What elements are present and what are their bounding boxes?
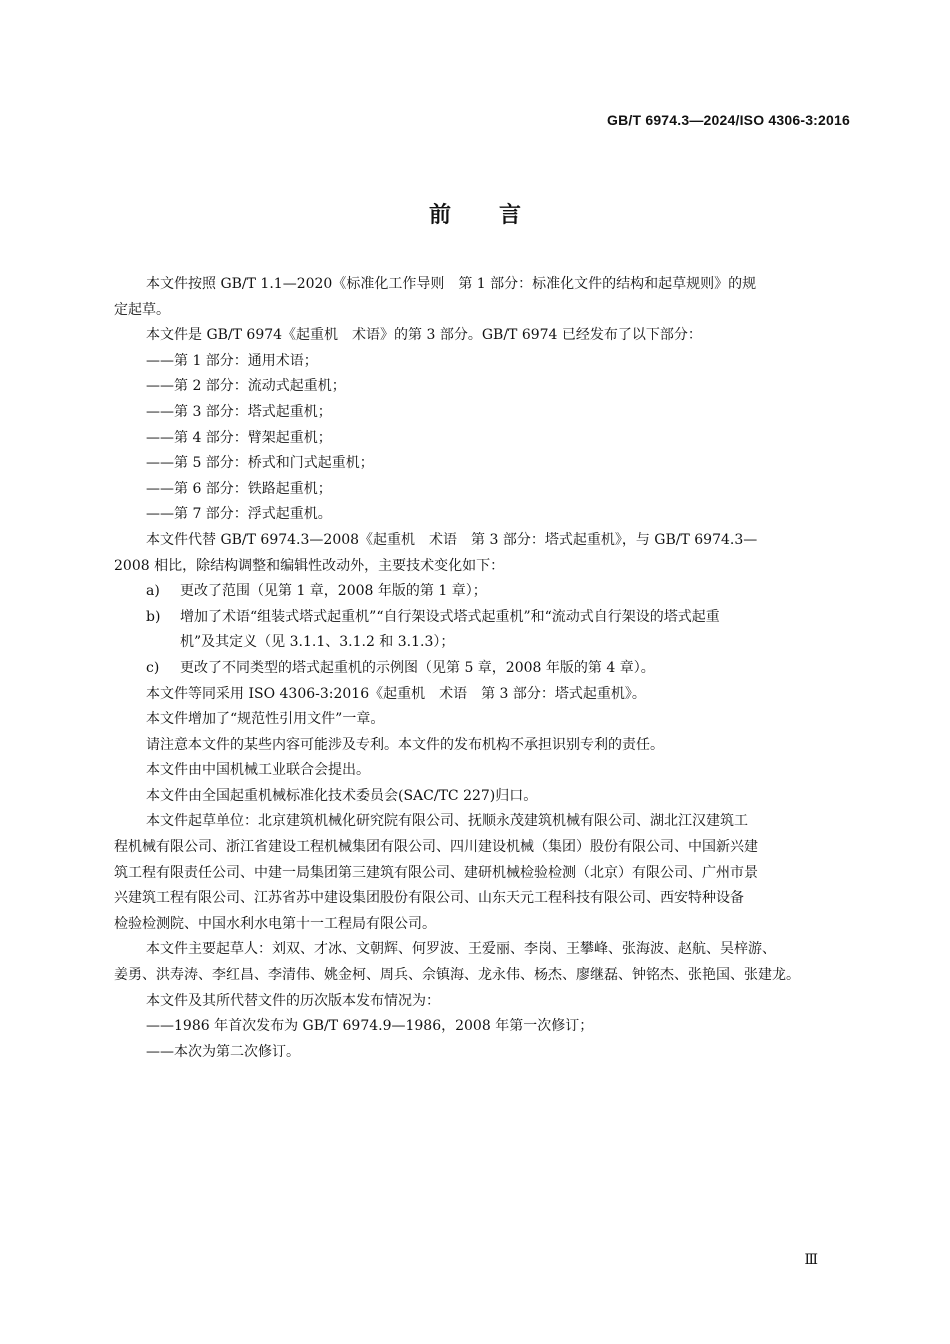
paragraph-1-line-1: 本文件按照 GB/T 1.1—2020《标准化工作导则 第 1 部分：标准化文件的结构和起草规则》的规	[146, 276, 757, 292]
paragraph-8: 本文件由全国起重机械标准化技术委员会(SAC/TC 227)归口。	[146, 787, 538, 804]
drafters-line: 本文件主要起草人：刘双、才冰、文朝辉、何罗波、王爱丽、李岗、王攀峰、张海波、赵航、吴梓游、	[146, 941, 776, 958]
part-item: ——第 4 部分：臂架起重机；	[146, 429, 332, 446]
paragraph-3-line-2: 2008 相比，除结构调整和编辑性改动外，主要技术变化如下：	[114, 557, 505, 574]
paragraph-6: 请注意本文件的某些内容可能涉及专利。本文件的发布机构不承担识别专利的责任。	[146, 736, 664, 753]
title-char-1: 前	[428, 203, 451, 228]
change-text: 更改了不同类型的塔式起重机的示例图（见第 5 章，2008 年版的第 4 章）。	[180, 659, 655, 676]
history-item: ——本次为第二次修订。	[146, 1043, 300, 1060]
change-label: c)	[146, 659, 160, 676]
paragraph-3-line-1: 本文件代替 GB/T 6974.3—2008《起重机 术语 第 3 部分：塔式起重机》，与 GB/T 6974.3—	[146, 531, 758, 548]
part-item: ——第 2 部分：流动式起重机；	[146, 378, 346, 395]
part-item: ——第 6 部分：铁路起重机；	[146, 480, 332, 497]
change-item-b	[146, 605, 851, 631]
paragraph-2: 本文件是 GB/T 6974《起重机 术语》的第 3 部分。GB/T 6974 已经发布了以下部分：	[146, 327, 702, 344]
paragraph-4: 本文件等同采用 ISO 4306-3:2016《起重机 术语 第 3 部分：塔式起重机》。	[146, 685, 646, 702]
drafting-units-line: 检验检测院、中国水利水电第十一工程局有限公司。	[114, 915, 436, 932]
drafting-units-line: 兴建筑工程有限公司、江苏省苏中建设集团股份有限公司、山东天元工程科技有限公司、西安特种设备	[114, 890, 744, 907]
change-item-b-cont	[146, 630, 851, 656]
paragraph-11: 本文件及其所代替文件的历次版本发布情况为：	[146, 992, 440, 1009]
paragraph-7: 本文件由中国机械工业联合会提出。	[146, 762, 370, 779]
change-text: 更改了范围（见第 1 章，2008 年版的第 1 章）；	[180, 583, 487, 600]
standard-code: GB/T 6974.3—2024/ISO 4306-3:2016	[607, 112, 850, 128]
part-item: ——第 5 部分：桥式和门式起重机；	[146, 455, 374, 472]
page-title	[0, 198, 950, 229]
change-text-continued: 机”及其定义（见 3.1.1、3.1.2 和 3.1.3）；	[180, 634, 455, 651]
paragraph-1-line-2: 定起草。	[114, 301, 170, 318]
history-item: ——1986 年首次发布为 GB/T 6974.9—1986，2008 年第一次修订；	[146, 1018, 594, 1035]
part-item: ——第 3 部分：塔式起重机；	[146, 403, 332, 420]
page-number: Ⅲ	[804, 1252, 818, 1268]
part-item: ——第 1 部分：通用术语；	[146, 352, 318, 369]
drafters-line: 姜勇、洪寿涛、李红昌、李清伟、姚金柯、周兵、佘镇海、龙永伟、杨杰、廖继磊、钟铭杰、张艳国、张建龙。	[114, 967, 800, 984]
drafting-units-line: 筑工程有限责任公司、中建一局集团第三建筑有限公司、建研机械检验检测（北京）有限公司、广州市景	[114, 864, 758, 881]
part-item: ——第 7 部分：浮式起重机。	[146, 506, 332, 523]
drafting-units-line: 程机械有限公司、浙江省建设工程机械集团有限公司、四川建设机械（集团）股份有限公司、中国新兴建	[114, 839, 758, 856]
change-label: a)	[146, 583, 160, 600]
change-item-c	[146, 656, 851, 682]
change-label: b)	[146, 608, 161, 625]
change-text: 增加了术语“组装式塔式起重机”“自行架设式塔式起重机”和“流动式自行架设的塔式起重	[180, 608, 720, 625]
drafting-units-line: 本文件起草单位：北京建筑机械化研究院有限公司、抚顺永茂建筑机械有限公司、湖北江汉建筑工	[146, 813, 748, 830]
change-item-a	[146, 579, 851, 605]
paragraph-5: 本文件增加了“规范性引用文件”一章。	[146, 711, 385, 728]
document-body	[114, 272, 851, 1065]
title-char-2: 言	[499, 203, 522, 228]
